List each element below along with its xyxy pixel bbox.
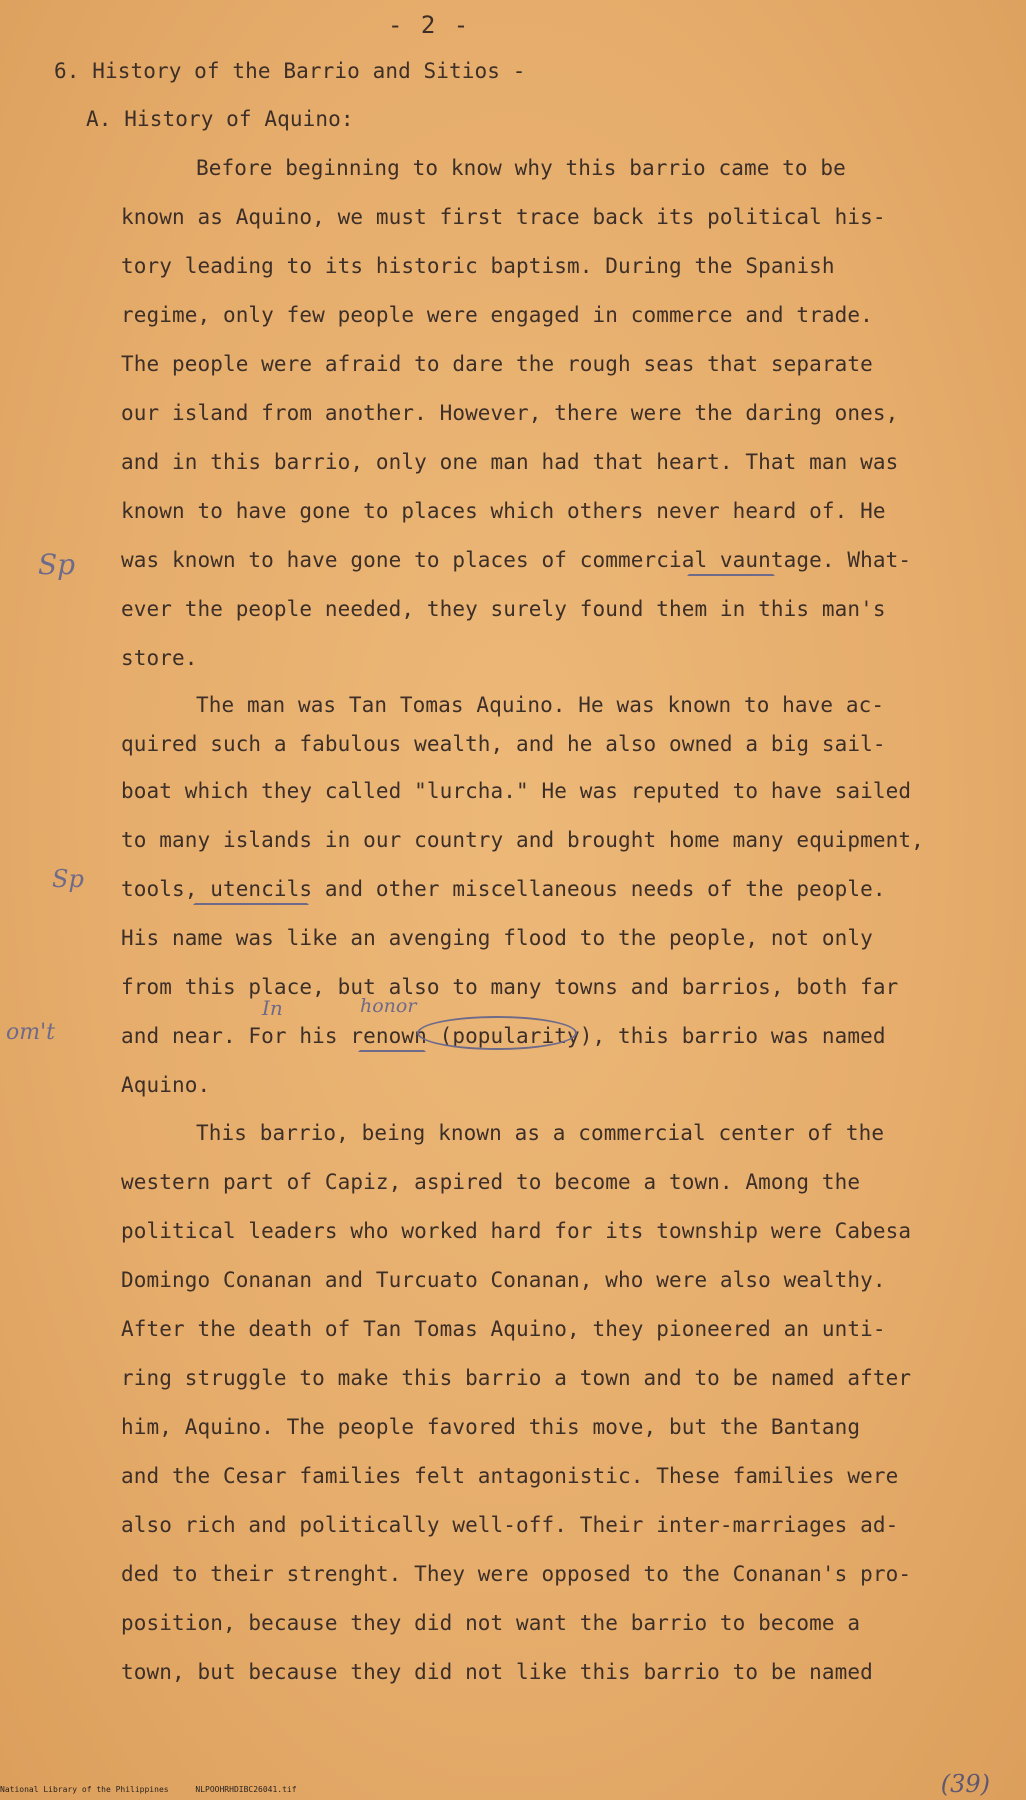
scan-footer [0,1785,319,1794]
margin-note-omit: om't [6,1020,55,1045]
text-line: tools, utencils and other miscellaneous needs of the people. [121,877,886,901]
text-line: Aquino. [121,1073,211,1097]
text-line: Domingo Conanan and Turcuato Conanan, who were also wealthy. [121,1268,886,1292]
margin-note-sp: Sp [38,548,76,581]
text-line: boat which they called "lurcha." He was reputed to have sailed [121,779,912,803]
text-line: western part of Capiz, aspired to become a town. Among the [121,1170,861,1194]
text-line: ded to their strenght. They were opposed to the Conanan's pro- [121,1562,912,1586]
page-stamp: (39) [940,1770,990,1798]
text-line: to many islands in our country and brought home many equipment, [121,828,924,852]
text-line: ring struggle to make this barrio a town and to be named after [121,1366,912,1390]
file-id: NLPOOHRHDIBC26041.tif [195,1785,297,1794]
text-line: town, but because they did not like this barrio to be named [121,1660,873,1684]
section-heading: 6. History of the Barrio and Sitios - [54,59,526,83]
text-line: and in this barrio, only one man had that heart. That man was [121,450,899,474]
text-line: known as Aquino, we must first trace back its political his- [121,205,886,229]
text-line: This barrio, being known as a commercial center of the [196,1121,885,1145]
text-line: position, because they did not want the barrio to become a [121,1611,861,1635]
text-line: quired such a fabulous wealth, and he also owned a big sail- [121,732,886,756]
underline-mark [193,895,309,905]
text-line: and near. For his renown (popularity), this barrio was named [121,1024,886,1048]
text-line: ever the people needed, they surely found them in this man's [121,597,886,621]
text-line: His name was like an avenging flood to the people, not only [121,926,873,950]
text-line: regime, only few people were engaged in commerce and trade. [121,303,873,327]
underline-mark [358,1042,426,1052]
text-line: him, Aquino. The people favored this move, but the Bantang [121,1415,861,1439]
underline-mark [687,566,775,576]
text-line: and the Cesar families felt antagonistic. These families were [121,1464,899,1488]
text-line: also rich and politically well-off. Their inter-marriages ad- [121,1513,899,1537]
text-line: was known to have gone to places of commercial vauntage. What- [121,548,912,572]
page-number: - 2 - [388,11,471,39]
text-line: political leaders who worked hard for its township were Cabesa [121,1219,912,1243]
library-name: National Library of the Philippines [0,1785,169,1794]
text-line: from this place, but also to many towns and barrios, both far [121,975,899,999]
text-line: The people were afraid to dare the rough seas that separate [121,352,873,376]
text-line: tory leading to its historic baptism. During the Spanish [121,254,835,278]
text-line: our island from another. However, there were the daring ones, [121,401,899,425]
circle-mark [417,1016,577,1050]
text-line: After the death of Tan Tomas Aquino, they pioneered an unti- [121,1317,886,1341]
margin-note-sp: Sp [52,865,84,893]
insert-note-honor: honor [360,995,417,1017]
subheading: A. History of Aquino: [86,107,354,131]
text-line: Before beginning to know why this barrio came to be [196,156,846,180]
text-line: known to have gone to places which others never heard of. He [121,499,886,523]
text-line: store. [121,646,198,670]
text-line: The man was Tan Tomas Aquino. He was known to have ac- [196,693,885,717]
insert-note-in: In [262,996,283,1020]
